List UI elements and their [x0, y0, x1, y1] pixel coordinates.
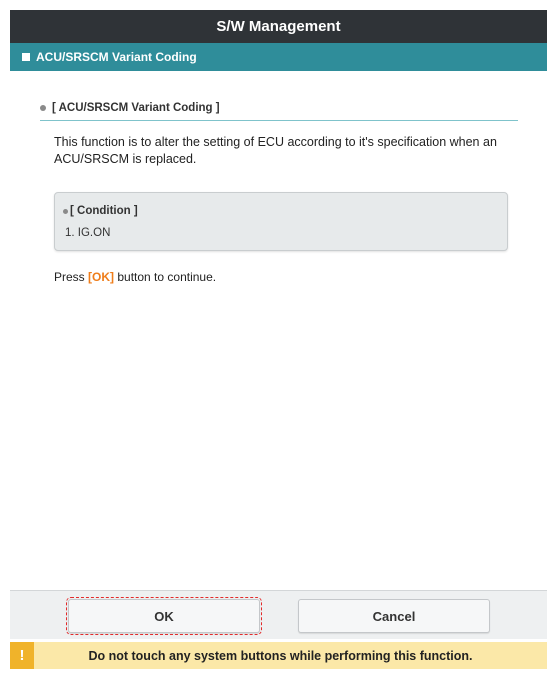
condition-title-text: [ Condition ] — [70, 205, 138, 217]
function-header — [10, 43, 547, 71]
warning-icon: ! — [10, 642, 34, 669]
section-title — [40, 96, 518, 121]
section-title-text: [ ACU/SRSCM Variant Coding ] — [52, 102, 220, 114]
condition-title — [63, 205, 138, 217]
window-title: S/W Management — [216, 18, 341, 35]
function-header-title: ACU/SRSCM Variant Coding — [36, 50, 197, 64]
button-bar — [10, 590, 547, 639]
instruction-prefix: Press — [54, 270, 89, 284]
function-description: This function is to alter the setting of ECU according to it's specification when an ACU/SRSCM is replaced. — [54, 135, 497, 166]
instruction-ok-highlight: [OK] — [88, 270, 115, 284]
warning-text: Do not touch any system buttons while performing this function. — [88, 648, 473, 663]
dot-bullet-icon — [40, 105, 46, 111]
warning-bar — [10, 642, 547, 669]
dot-bullet-icon — [63, 209, 68, 214]
cancel-button[interactable]: Cancel — [298, 599, 490, 633]
condition-item: 1. IG.ON — [65, 227, 111, 239]
window-title-bar — [10, 10, 547, 43]
instruction-suffix: button to continue. — [114, 270, 217, 284]
condition-box — [54, 192, 508, 251]
square-bullet-icon — [22, 53, 30, 61]
ok-button[interactable]: OK — [68, 599, 260, 633]
instruction-text — [54, 270, 216, 284]
